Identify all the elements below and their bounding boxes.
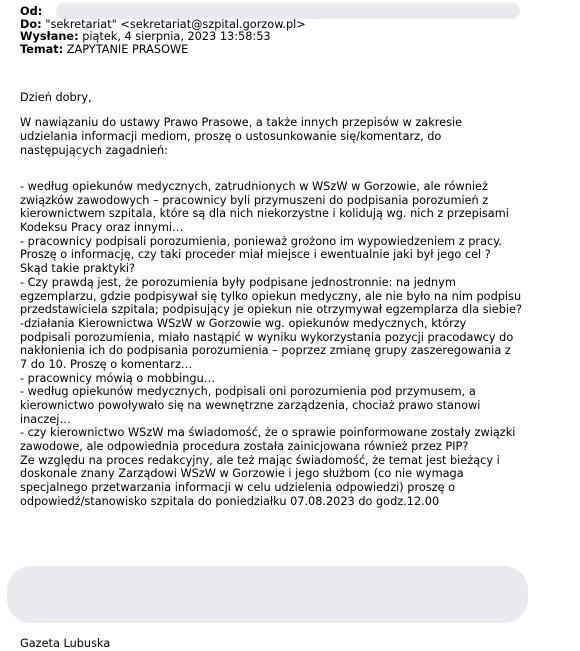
intro-line: W nawiązaniu do ustawy Prawo Prasowe, a także innych przepisów w zakresie: [20, 116, 463, 129]
subject-value: ZAPYTANIE PRASOWE: [66, 42, 189, 56]
from-label: Od:: [20, 5, 43, 18]
body-line: przedstawiciela szpitala; podpisujący je opiekun nie otrzymywał egzemplarza dla siebie?: [20, 303, 522, 317]
body-line: nakłonienia ich do podpisania porozumienia – poprzez zmianę grupy zaszeregowania z: [20, 344, 511, 358]
redacted-block: [7, 566, 528, 623]
email-body: [20, 180, 572, 509]
sent-label: Wysłane:: [20, 30, 79, 44]
body-line: - według opiekunów medycznych, podpisali oni porozumienia pod przymusem, a: [20, 385, 476, 399]
body-line: podpisali porozumienia, miało nastąpić w wyniku wykorzystania pozycji pracodawcy do: [20, 330, 514, 344]
subject-label: Temat:: [20, 42, 64, 56]
body-line: Proszę o informację, czy taki proceder miał miejsce i ewentualnie jaki był jego cel ?: [20, 248, 491, 262]
subject-row: [20, 44, 572, 57]
to-value[interactable]: "sekretariat" <sekretariat@szpital.gorzow.pl>: [45, 17, 306, 31]
body-line: kierownictwo powoływało się na wewnętrzne zarządzenia, chociaż prawo stanowi: [20, 399, 481, 412]
body-line: inaczej…: [20, 412, 71, 426]
body-line: - pracownicy mówią o mobbingu…: [20, 371, 216, 385]
body-line: - pracownicy podpisali porozumienia, ponieważ grożono im wypowiedzeniem z pracy.: [20, 234, 502, 248]
body-line: - czy kierownictwo WSzW ma świadomość, że o sprawie poinformowane zostały związki: [20, 426, 516, 440]
body-line: -działania Kierownictwa WSzW w Gorzowie wg. opiekunów medycznych, którzy: [20, 316, 467, 330]
body-line: specjalnego przetwarzania informacji w celu udzielenia odpowiedzi) proszę o: [20, 481, 456, 495]
to-label: Do:: [20, 17, 42, 31]
intro-line: udzielania informacji mediom, proszę o ustosunkowanie się/komentarz, do: [20, 130, 442, 144]
body-line: związków zawodowych – pracownicy byli przymuszeni do podpisania porozumień z: [20, 193, 489, 207]
body-line: - Czy prawdą jest, że porozumienia były podpisane jednostronnie: na jednym: [20, 275, 456, 289]
body-line: kierownictwem szpitala, które są dla nich niekorzystne i kolidują wg. nich z przepisami: [20, 207, 509, 221]
body-line: zawodowe, ale odpowiednia procedura została zainicjowana również przez PIP?: [20, 440, 469, 454]
sent-value: piątek, 4 sierpnia, 2023 13:58:53: [82, 30, 271, 44]
email-signature: Gazeta Lubuska: [20, 637, 111, 650]
body-line: Kodeksu Pracy oraz innymi…: [20, 221, 184, 235]
body-line: 7 do 10. Proszę o komentarz…: [20, 357, 193, 371]
body-line: Skąd takie praktyki?: [20, 262, 136, 276]
intro-line: następujących zagadnień:: [20, 144, 168, 158]
email-header: [20, 6, 572, 56]
body-line: odpowiedź/stanowisko szpitala do poniedziałku 07.08.2023 do godz.12.00: [20, 494, 440, 508]
body-line: - według opiekunów medycznych, zatrudnionych w WSzW w Gorzowie, ale również: [20, 180, 488, 193]
body-line: doskonale znany Zarządowi WSzW w Gorzowie i jego służbom (co nie wymaga: [20, 467, 464, 481]
email-intro: [20, 116, 570, 159]
email-greeting: Dzień dobry,: [20, 91, 92, 104]
body-line: egzemplarzu, gdzie podpisywał się tylko opiekun medyczny, ale nie było na nim podpisu: [20, 289, 522, 303]
body-line: Ze względu na proces redakcyjny, ale też mając świadomość, że temat jest bieżący i: [20, 453, 500, 467]
